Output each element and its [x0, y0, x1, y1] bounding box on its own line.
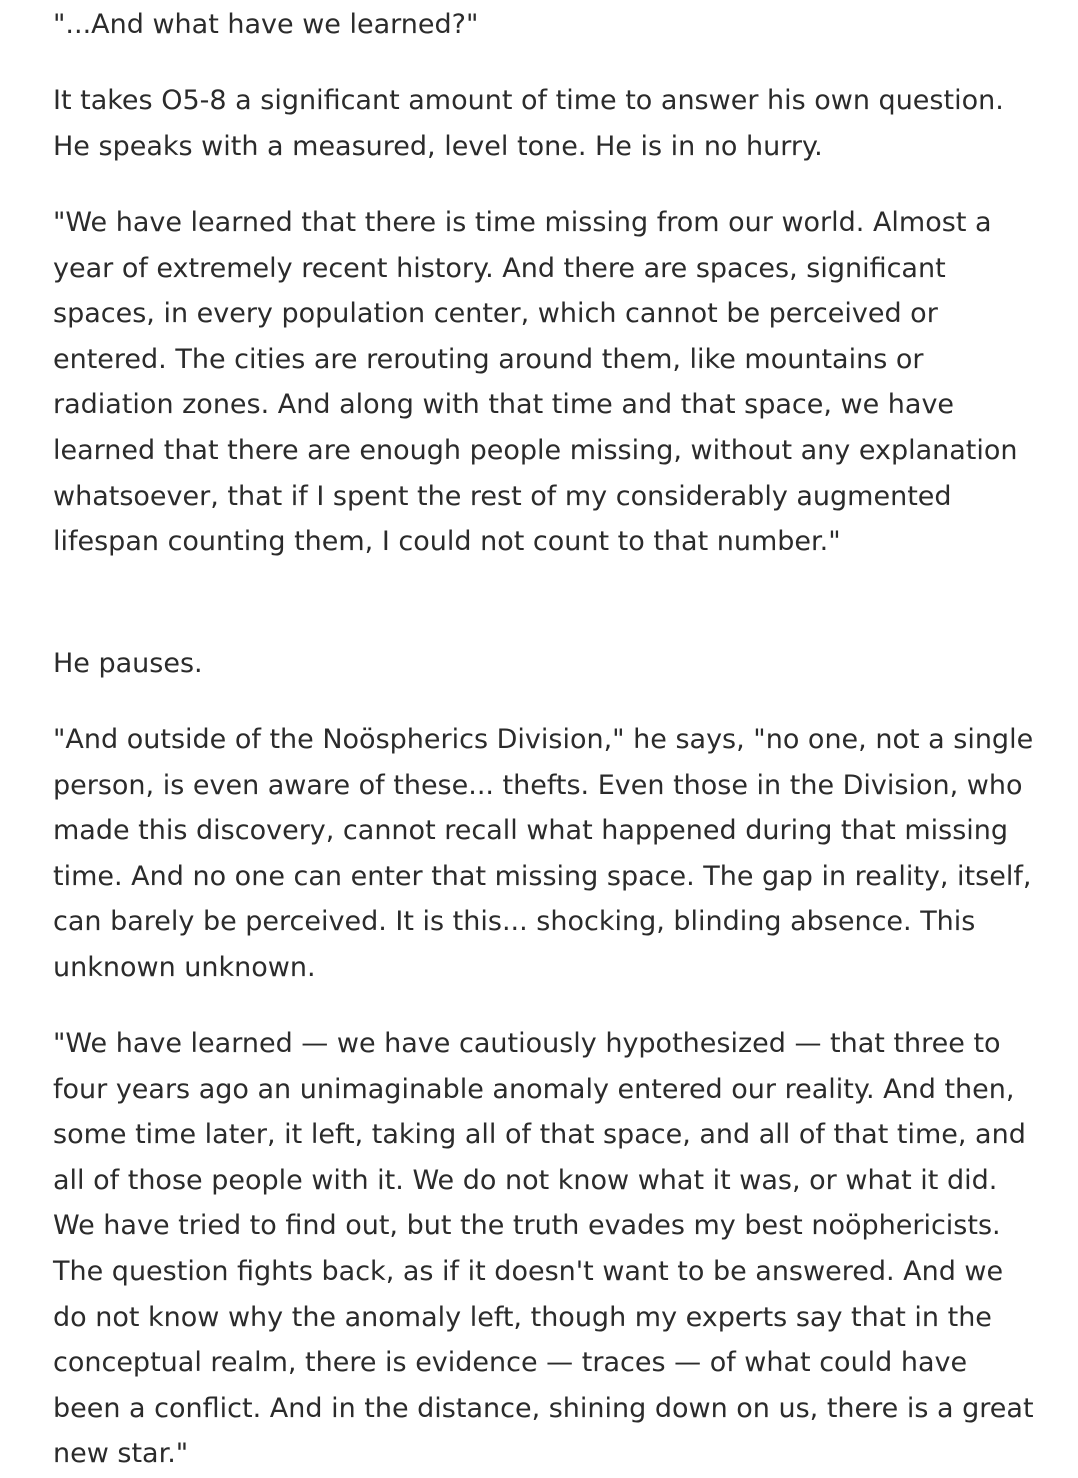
- paragraph-hypothesis: "We have learned — we have cautiously hypothesized — that three to four years ago an unimaginable anomaly entered our reality. And then, some time later, it left, taking all of that space, and all of that time, and all of those people with it. We do not know what it was, or what it did. We have tried to find out, but the truth evades my best noöphericists. The question fights back, as if it doesn't want to be answered. And we do not know why the anomaly left, though my experts say that in the conceptual realm, there is evidence — traces — of what could have been a conflict. And in the distance, shining down on us, there is a great new star.": [53, 1028, 1034, 1470]
- paragraph-narration-answer: It takes O5-8 a significant amount of time to answer his own question. He speaks with a measured, level tone. He is in no hurry.: [53, 85, 1004, 162]
- paragraph-question: "...And what have we learned?": [53, 9, 479, 40]
- paragraph-time-missing: "We have learned that there is time missing from our world. Almost a year of extremely recent history. And there are spaces, significant spaces, in every population center, which cannot be perceived or entered. The cities are rerouting around them, like mountains or radiation zones. And along with that time and that space, we have learned that there are enough people missing, without any explanation whatsoever, that if I spent the rest of my considerably augmented lifespan counting them, I could not count to that number.": [53, 207, 1018, 558]
- paragraph-noospherics: "And outside of the Noöspherics Division," he says, "no one, not a single person, is even aware of these... thefts. Even those in the Division, who made this discovery, cannot recall what happened during that missing time. And no one can enter that missing space. The gap in reality, itself, can barely be perceived. It is this... shocking, blinding absence. This unknown unknown.: [53, 724, 1034, 983]
- paragraph-pause: He pauses.: [53, 648, 203, 679]
